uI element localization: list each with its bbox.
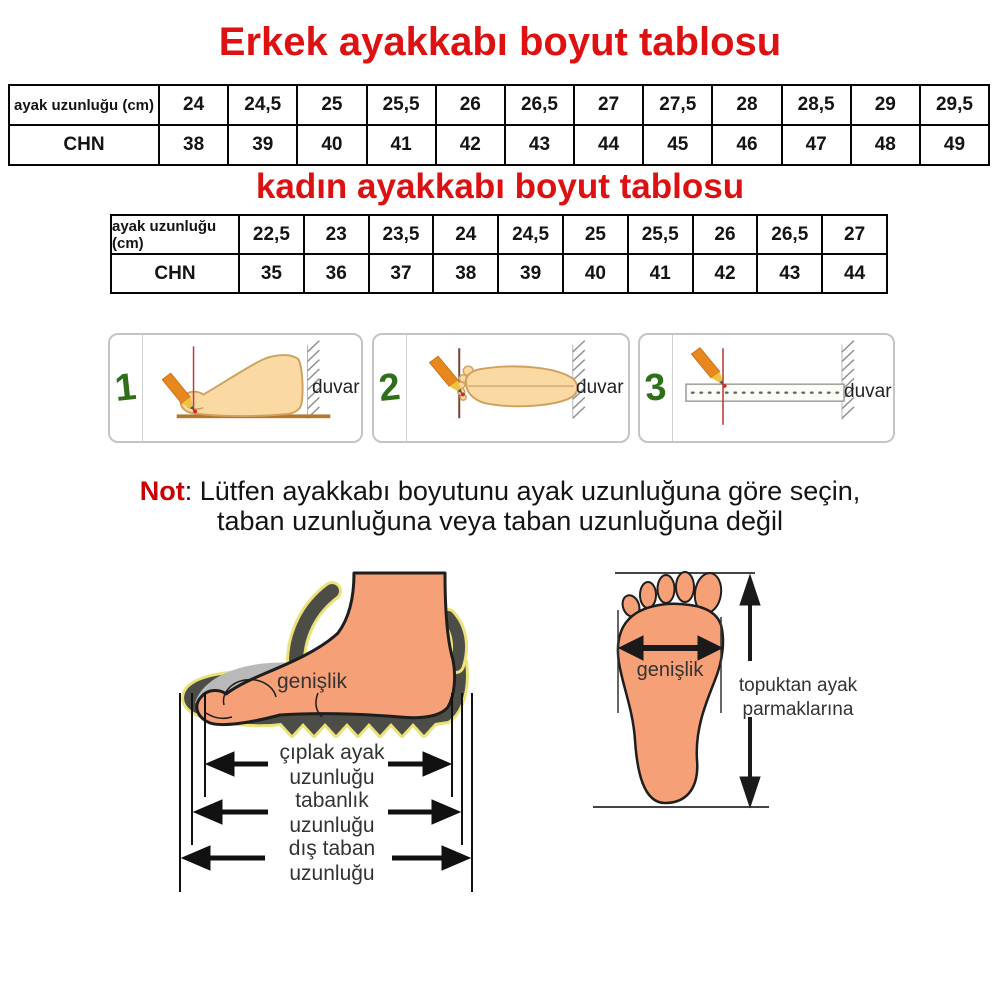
table-cells <box>238 216 886 253</box>
heel-to-toe-label: topuktan ayak parmaklarına <box>738 675 858 720</box>
note-text: : Lütfen ayakkabı boyutunu ayak uzunluğuna göre seçin, <box>184 476 861 506</box>
table-cell: 37 <box>368 255 433 292</box>
table-cell: 24,5 <box>227 86 296 124</box>
table-cell: 26 <box>692 216 757 253</box>
men-size-chart-title: Erkek ayakkabı boyut tablosu <box>218 20 782 64</box>
note-line-2: taban uzunluğuna veya taban uzunluğuna değil <box>217 506 783 536</box>
table-cell: 46 <box>711 126 780 164</box>
table-cell: 27 <box>573 86 642 124</box>
table-cell: 47 <box>781 126 850 164</box>
table-cell: 40 <box>296 126 365 164</box>
note-prefix: Not <box>139 476 185 506</box>
step-number-2: 2 <box>374 335 407 441</box>
table-cell: 45 <box>642 126 711 164</box>
table-header-cell: CHN <box>63 134 105 155</box>
table-cell: 48 <box>850 126 919 164</box>
table-row-foot-length <box>112 216 886 253</box>
table-cell: 36 <box>303 255 368 292</box>
table-cell: 23,5 <box>368 216 433 253</box>
table-header-cell: CHN <box>154 262 196 284</box>
table-cell: 38 <box>158 126 227 164</box>
men-size-table <box>8 84 990 166</box>
table-cell: 38 <box>432 255 497 292</box>
table-cell: 35 <box>238 255 303 292</box>
table-cell: 25,5 <box>366 86 435 124</box>
table-header-cell: ayak uzunluğu (cm) <box>13 96 155 114</box>
table-cell: 39 <box>227 126 296 164</box>
table-cells <box>158 126 988 164</box>
table-cell: 29,5 <box>919 86 988 124</box>
table-cell: 24,5 <box>497 216 562 253</box>
wall-label: duvar <box>576 377 624 398</box>
table-cell: 41 <box>627 255 692 292</box>
table-cell: 27,5 <box>642 86 711 124</box>
table-cell: 29 <box>850 86 919 124</box>
note-line-1 <box>0 476 1000 507</box>
table-cell: 24 <box>158 86 227 124</box>
step-number-3: 3 <box>640 335 673 441</box>
table-cell: 43 <box>504 126 573 164</box>
foot-side-shape <box>181 355 303 416</box>
table-cell: 28,5 <box>781 86 850 124</box>
table-cell: 42 <box>692 255 757 292</box>
bare-foot-length-label: çıplak ayak uzunluğu <box>279 741 385 789</box>
table-cell: 44 <box>573 126 642 164</box>
table-cells <box>158 86 988 124</box>
table-cell: 28 <box>711 86 780 124</box>
table-row-chn-size <box>10 124 988 164</box>
table-cell: 26,5 <box>756 216 821 253</box>
measure-step-2 <box>372 333 630 443</box>
table-cell: 26,5 <box>504 86 573 124</box>
measure-step-1 <box>108 333 363 443</box>
wall-label: duvar <box>312 377 360 398</box>
table-row-foot-length <box>10 86 988 124</box>
table-cell: 42 <box>435 126 504 164</box>
table-cell: 27 <box>821 216 886 253</box>
women-size-table <box>110 214 888 294</box>
width-label-side: genişlik <box>276 670 348 693</box>
table-cell: 26 <box>435 86 504 124</box>
women-size-chart-title: kadın ayakkabı boyut tablosu <box>255 167 745 206</box>
table-cell: 41 <box>366 126 435 164</box>
table-cell: 43 <box>756 255 821 292</box>
table-cell: 22,5 <box>238 216 303 253</box>
step-number-1: 1 <box>110 335 143 441</box>
table-cell: 24 <box>432 216 497 253</box>
table-cell: 49 <box>919 126 988 164</box>
insole-length-label: tabanlık uzunluğu <box>289 789 375 837</box>
width-label-footprint: genişlik <box>636 659 704 681</box>
table-header-cell: ayak uzunluğu (cm) <box>112 217 217 252</box>
measure-step-3 <box>638 333 895 443</box>
table-cell: 44 <box>821 255 886 292</box>
wall-label: duvar <box>844 381 892 402</box>
table-cell: 25 <box>296 86 365 124</box>
table-cell: 23 <box>303 216 368 253</box>
table-cells <box>238 255 886 292</box>
table-row-chn-size <box>112 253 886 292</box>
table-cell: 40 <box>562 255 627 292</box>
table-cell: 25,5 <box>627 216 692 253</box>
sole-shape <box>618 604 723 803</box>
table-cell: 39 <box>497 255 562 292</box>
outsole-length-label: dış taban uzunluğu <box>288 837 376 885</box>
table-cell: 25 <box>562 216 627 253</box>
